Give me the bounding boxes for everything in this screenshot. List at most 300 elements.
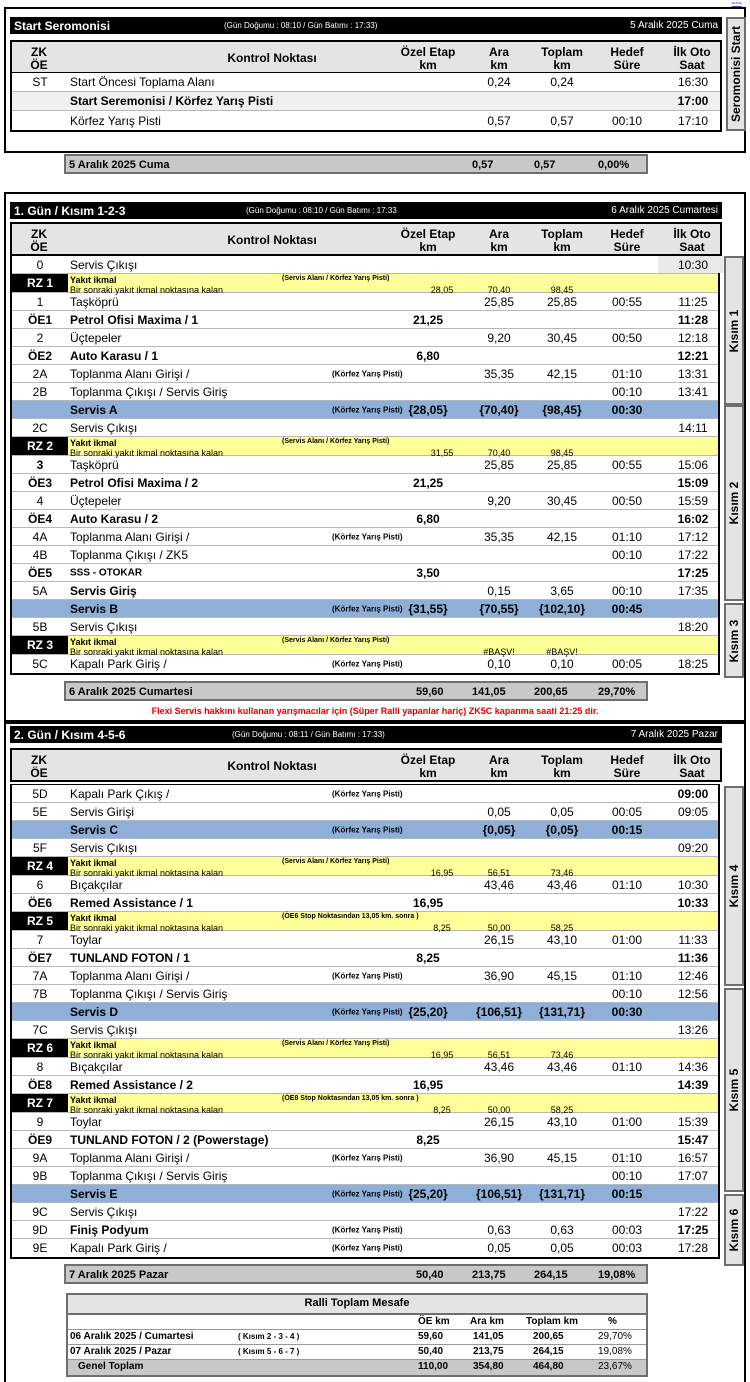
header-label: Hedef — [610, 227, 644, 241]
table-row — [12, 92, 720, 111]
target-time: 00:10 — [611, 384, 643, 399]
table-row — [12, 1113, 718, 1131]
liaison-km: 43,46 — [483, 877, 515, 892]
total-total-km: 0,57 — [534, 159, 556, 171]
first-car-time: 17:10 — [677, 113, 709, 128]
liaison-km: 0,05 — [487, 804, 511, 819]
control-name: Bıçakçılar — [70, 1059, 123, 1074]
side-label-text: Kısım 3 — [727, 619, 741, 662]
day1-date: 6 Aralık 2025 Cumartesi — [611, 205, 718, 216]
total-pct: 0,00% — [598, 159, 630, 171]
start-sun-times: (Gün Doğumu : 08:10 / Gün Batımı : 17:33) — [224, 21, 378, 30]
control-name: Servis D — [70, 1004, 119, 1019]
control-name: Servis A — [70, 402, 118, 417]
summary-grand-total: Genel Toplam 110,00 354,80 464,80 23,67% — [68, 1360, 646, 1375]
first-car-time: 14:11 — [678, 420, 708, 435]
header-kontrol — [132, 52, 412, 65]
liaison-km: 26,15 — [483, 932, 515, 947]
fuel-title: Yakıt ikmal — [70, 1040, 117, 1050]
stage-km: {28,05} — [408, 402, 448, 417]
section-side-label — [724, 1194, 744, 1266]
first-car-time: 17:35 — [677, 583, 709, 598]
header-label: km — [553, 766, 571, 780]
control-name: Petrol Ofisi Maxima / 1 — [70, 312, 199, 327]
section-side-label — [724, 405, 744, 601]
header-kontrol — [132, 234, 412, 247]
liaison-km: 9,20 — [487, 493, 511, 508]
control-no: ÖE6 — [27, 895, 52, 910]
table-row — [12, 1021, 718, 1039]
control-name: Start Seremonisi / Körfez Yarış Pisti — [70, 94, 274, 108]
total-km: 43,46 — [546, 1059, 578, 1074]
control-name: Toplanma Alanı Girişi / — [70, 366, 190, 381]
header-toplam1 — [526, 754, 598, 780]
header-label: ZK — [31, 45, 47, 59]
stage-km: 3,50 — [416, 565, 440, 580]
fuel-zone-label: RZ 4 — [12, 857, 68, 875]
summary-title: Ralli Toplam Mesafe — [68, 1295, 646, 1315]
location-note: (Körfez Yarış Pisti) — [332, 1243, 403, 1253]
liaison-km: 43,46 — [483, 1059, 515, 1074]
summary-table — [66, 1293, 648, 1377]
table-row — [12, 564, 718, 582]
day2-sun-times: (Gün Doğumu : 08:11 / Gün Batımı : 17:33) — [232, 730, 385, 739]
control-no: ÖE2 — [27, 348, 52, 363]
control-no: 4B — [32, 547, 48, 562]
header-label: km — [419, 766, 437, 780]
fuel-remaining-label: Bir sonraki yakıt ikmal noktasına kalan — [70, 285, 224, 295]
day1-rows — [10, 255, 720, 675]
control-name: Kapalı Park Giriş / — [70, 1241, 167, 1255]
table-row — [12, 1239, 718, 1257]
total-km: 30,45 — [546, 330, 578, 345]
control-name: Servis Çıkışı — [70, 619, 138, 634]
start-side-label: Seromonisi Start — [726, 17, 746, 131]
control-name: Servis Giriş — [70, 583, 137, 598]
table-row — [12, 618, 718, 636]
control-no: 6 — [36, 877, 44, 892]
control-no: 5D — [32, 786, 48, 801]
fuel-remaining-label: Bir sonraki yakıt ikmal noktasına kalan — [70, 647, 224, 657]
control-no: 7A — [32, 968, 48, 983]
control-name: Toplanma Çıkışı / Servis Giriş — [70, 1168, 228, 1183]
location-note: (Körfez Yarış Pisti) — [332, 1225, 403, 1234]
control-no: 2 — [36, 330, 44, 345]
header-ozel1 — [396, 228, 460, 254]
control-name: Taşköprü — [70, 457, 119, 472]
first-car-time: 17:22 — [677, 1204, 709, 1219]
header-ilk1 — [656, 754, 728, 780]
table-row — [12, 949, 718, 967]
first-car-time: 10:30 — [658, 256, 728, 273]
fuel-total-km: 73,46 — [550, 1050, 574, 1060]
table-row — [12, 383, 718, 401]
header-label: Özel Etap — [400, 45, 456, 59]
location-note: (Körfez Yarış Pisti) — [332, 604, 403, 613]
day2-title-bar — [10, 726, 722, 743]
target-time: 01:10 — [611, 529, 643, 544]
fuel-liaison-km: 50,00 — [487, 1105, 511, 1115]
summary-pct-header: % — [608, 1316, 617, 1327]
first-car-time: 11:28 — [677, 312, 709, 327]
fuel-zone-label: RZ 7 — [12, 1094, 68, 1112]
section-side-label — [724, 988, 744, 1192]
table-row — [12, 894, 718, 912]
first-car-time: 16:57 — [677, 1150, 709, 1165]
total-stage-km: 59,60 — [416, 686, 444, 698]
fuel-total-km: 98,45 — [550, 448, 574, 458]
total-km: {131,71} — [538, 1186, 586, 1201]
control-no: ÖE4 — [27, 511, 52, 526]
location-note: (Körfez Yarış Pisti) — [332, 1007, 403, 1016]
control-name: Servis Çıkışı — [70, 1204, 138, 1219]
total-km: 43,46 — [546, 877, 578, 892]
fuel-total-km: 73,46 — [550, 868, 574, 878]
first-car-time: 15:39 — [677, 1114, 709, 1129]
table-row — [12, 1203, 718, 1221]
stage-km: 6,80 — [416, 348, 440, 363]
location-note: (Körfez Yarış Pisti) — [332, 532, 403, 541]
target-time: 00:10 — [611, 583, 643, 598]
control-name: Kapalı Park Giriş / — [70, 657, 167, 671]
start-title: Start Seromonisi — [14, 19, 111, 33]
header-label: Toplam — [541, 227, 583, 241]
liaison-km: {106,51} — [475, 1186, 523, 1201]
control-no: 9C — [32, 1204, 48, 1219]
header-zk1 — [12, 228, 66, 254]
target-time: 01:00 — [611, 1114, 643, 1129]
first-car-time: 12:46 — [677, 968, 709, 983]
header-label: Kontrol Noktası — [227, 233, 317, 247]
fuel-zone-label: RZ 5 — [12, 912, 68, 930]
header-label: İlk Oto — [673, 45, 711, 59]
header-label: Süre — [613, 240, 641, 254]
first-car-time: 17:12 — [677, 529, 709, 544]
target-time: 00:10 — [611, 1168, 643, 1183]
day1-title: 1. Gün / Kısım 1-2-3 — [14, 204, 126, 218]
control-no: 5F — [32, 840, 47, 855]
header-label: Süre — [613, 58, 641, 72]
header-label: ZK — [31, 227, 47, 241]
fuel-zone-label: RZ 1 — [12, 274, 68, 292]
fuel-row — [12, 912, 718, 931]
control-name: Toplanma Çıkışı / Servis Giriş — [70, 384, 228, 399]
table-row — [12, 73, 720, 92]
header-label: km — [419, 240, 437, 254]
header-hedef1 — [592, 228, 662, 254]
side-label-text: Kısım 2 — [727, 481, 741, 525]
day2-date: 7 Aralık 2025 Pazar — [630, 729, 718, 740]
liaison-km: 35,35 — [483, 529, 515, 544]
table-row — [12, 655, 718, 673]
control-name: Toylar — [70, 1114, 103, 1129]
side-label-text: Kısım 4 — [727, 864, 741, 908]
header-label: Özel Etap — [400, 753, 456, 767]
liaison-km: 26,15 — [483, 1114, 515, 1129]
fuel-location: (Servis Alanı / Körfez Yarış Pisti) — [282, 637, 390, 644]
control-name: SSS - OTOKAR — [70, 567, 143, 578]
fuel-total-km: 58,25 — [550, 1105, 574, 1115]
target-time: 00:15 — [611, 822, 643, 837]
control-name: Üçtepeler — [70, 493, 122, 508]
target-time: 01:10 — [611, 968, 643, 983]
first-car-time: 09:05 — [677, 804, 709, 819]
service-row — [12, 1185, 718, 1203]
start-header — [10, 40, 722, 74]
total-liaison-km: 213,75 — [472, 1269, 506, 1281]
summary-row: 06 Aralık 2025 / Cumartesi ( Kısım 2 - 3 - 4 ) 59,60 141,05 200,65 29,70% — [68, 1330, 646, 1345]
summary-header-row — [68, 1315, 646, 1330]
header-label: Hedef — [610, 753, 644, 767]
control-name: Servis Çıkışı — [70, 420, 138, 435]
first-car-time: 13:26 — [677, 1022, 709, 1037]
table-row — [12, 365, 718, 383]
table-row — [12, 311, 718, 329]
target-time: 00:10 — [611, 113, 643, 128]
fuel-remaining-label: Bir sonraki yakıt ikmal noktasına kalan — [70, 448, 224, 458]
summary-row: 07 Aralık 2025 / Pazar ( Kısım 5 - 6 - 7 ) 50,40 213,75 264,15 19,08% — [68, 1345, 646, 1360]
control-no: 5A — [32, 583, 48, 598]
control-no: ÖE3 — [27, 475, 52, 490]
total-km: 42,15 — [546, 366, 578, 381]
header-kontrol — [132, 760, 412, 773]
first-car-time: 11:33 — [678, 932, 708, 947]
fuel-location: (Servis Alanı / Körfez Yarış Pisti) — [282, 1040, 390, 1047]
first-car-time: 13:31 — [677, 366, 709, 381]
start-title-bar — [10, 17, 722, 34]
control-no: 2C — [32, 420, 48, 435]
control-no: ÖE8 — [27, 1077, 52, 1092]
control-no: 9D — [32, 1222, 48, 1237]
target-time: 01:00 — [611, 932, 643, 947]
first-car-time: 12:56 — [677, 986, 709, 1001]
table-row — [12, 419, 718, 437]
control-no: 9E — [32, 1241, 48, 1255]
flexi-service-note: Flexi Servis hakkını kullanan yarışmacılar için (Süper Ralli yapanlar hariç) ZK5C kapanma saati 21:25 dir. — [151, 706, 599, 716]
first-car-time: 16:30 — [677, 75, 709, 89]
control-name: Toplanma Çıkışı / ZK5 — [70, 547, 189, 562]
location-note: (Körfez Yarış Pisti) — [332, 825, 403, 834]
fuel-stage-km: 28,05 — [430, 285, 454, 295]
target-time: 00:50 — [611, 493, 643, 508]
stage-km: 16,95 — [412, 895, 444, 910]
control-name: Auto Karasu / 1 — [70, 348, 159, 363]
control-name: Taşköprü — [70, 294, 119, 309]
header-label: km — [490, 766, 508, 780]
first-car-time: 09:20 — [677, 840, 709, 855]
total-km: 45,15 — [546, 968, 578, 983]
control-no: ÖE7 — [27, 950, 52, 965]
header-ilk1 — [656, 46, 728, 72]
total-km: {131,71} — [538, 1004, 586, 1019]
summary-ara-header: Ara km — [470, 1316, 504, 1327]
stage-km: 8,25 — [416, 1132, 440, 1147]
service-row — [12, 401, 718, 419]
control-name: TUNLAND FOTON / 2 (Powerstage) — [70, 1132, 269, 1147]
total-pct: 29,70% — [598, 686, 636, 698]
header-label: km — [490, 58, 508, 72]
header-hedef1 — [592, 754, 662, 780]
control-no: 2A — [32, 366, 48, 381]
control-name: Servis Çıkışı — [70, 840, 138, 855]
fuel-stage-km: 31,55 — [430, 448, 454, 458]
target-time: 00:30 — [611, 1004, 643, 1019]
control-name: Servis E — [70, 1186, 118, 1201]
section-side-label — [724, 603, 744, 678]
liaison-km: 35,35 — [483, 366, 515, 381]
fuel-remaining-label: Bir sonraki yakıt ikmal noktasına kalan — [70, 1050, 224, 1060]
control-no: 4A — [32, 529, 48, 544]
day1-header — [10, 222, 722, 256]
corner-link[interactable]: === — [731, 1, 742, 7]
header-label: Saat — [679, 240, 705, 254]
fuel-location: (Servis Alanı / Körfez Yarış Pisti) — [282, 858, 390, 865]
day2-total — [64, 1264, 648, 1284]
liaison-km: {70,40} — [479, 402, 519, 417]
header-label: ÖE — [30, 240, 48, 254]
control-name: Kapalı Park Çıkış / — [70, 786, 170, 801]
target-time: 00:03 — [611, 1222, 643, 1237]
fuel-stage-km: 16,95 — [430, 1050, 454, 1060]
header-label: Ara — [488, 45, 509, 59]
table-row — [12, 967, 718, 985]
target-time: 00:05 — [611, 804, 643, 819]
fuel-liaison-km: #BAŞV! — [483, 647, 515, 657]
day2-header — [10, 748, 722, 782]
target-time: 00:10 — [611, 986, 643, 1001]
control-no: ÖE1 — [27, 312, 52, 327]
table-row — [12, 256, 718, 274]
control-name: Remed Assistance / 2 — [70, 1077, 193, 1092]
header-ozel1 — [396, 46, 460, 72]
stage-km: {31,55} — [408, 601, 448, 616]
table-row — [12, 111, 720, 130]
target-time: 01:10 — [611, 1150, 643, 1165]
first-car-time: 11:25 — [678, 294, 708, 309]
total-label: 7 Aralık 2025 Pazar — [69, 1269, 169, 1281]
first-car-time: 17:07 — [677, 1168, 709, 1183]
control-no: 8 — [36, 1059, 44, 1074]
header-ara1 — [470, 228, 528, 254]
header-ara1 — [470, 754, 528, 780]
total-total-km: 200,65 — [534, 686, 568, 698]
header-label: Toplam — [541, 753, 583, 767]
total-km: 25,85 — [546, 294, 578, 309]
fuel-liaison-km: 56,51 — [487, 868, 511, 878]
fuel-stage-km: 8,25 — [433, 1105, 451, 1115]
fuel-stage-km: 16,95 — [430, 868, 454, 878]
day2-title: 2. Gün / Kısım 4-5-6 — [14, 728, 126, 742]
stage-km: {25,20} — [408, 1186, 448, 1201]
fuel-row — [12, 636, 718, 655]
header-label: Saat — [679, 58, 705, 72]
total-km: 0,10 — [550, 657, 574, 671]
fuel-row — [12, 1039, 718, 1058]
header-zk1 — [12, 754, 66, 780]
header-label: İlk Oto — [673, 753, 711, 767]
first-car-time: 10:30 — [677, 877, 709, 892]
summary-top-header: Toplam km — [526, 1316, 579, 1327]
control-name: Körfez Yarış Pisti — [70, 113, 161, 128]
total-km: 25,85 — [546, 457, 578, 472]
fuel-row — [12, 274, 718, 293]
total-km: 0,63 — [550, 1222, 574, 1237]
location-note: (Körfez Yarış Pisti) — [332, 369, 403, 378]
control-no: 5C — [32, 657, 48, 671]
fuel-zone-label: RZ 2 — [12, 437, 68, 455]
liaison-km: 25,85 — [483, 294, 515, 309]
fuel-total-km: #BAŞV! — [546, 647, 578, 657]
fuel-zone-label: RZ 6 — [12, 1039, 68, 1057]
first-car-time: 17:28 — [677, 1241, 709, 1255]
total-km: 0,57 — [550, 113, 574, 128]
liaison-km: 0,05 — [487, 1241, 511, 1255]
first-car-time: 18:25 — [677, 657, 709, 671]
control-name: Petrol Ofisi Maxima / 2 — [70, 475, 199, 490]
header-label: km — [419, 58, 437, 72]
first-car-time: 11:36 — [677, 950, 709, 965]
control-no: 9B — [32, 1168, 48, 1183]
control-no: 0 — [36, 257, 44, 272]
day1-total — [64, 681, 648, 701]
header-label: ZK — [31, 753, 47, 767]
table-row — [12, 456, 718, 474]
table-row — [12, 546, 718, 564]
location-note: (Körfez Yarış Pisti) — [332, 1189, 403, 1198]
service-row — [12, 821, 718, 839]
fuel-total-km: 58,25 — [550, 923, 574, 933]
control-no: ÖE9 — [27, 1132, 52, 1147]
stage-km: 16,95 — [412, 1077, 444, 1092]
control-no: 5B — [32, 619, 48, 634]
table-row — [12, 931, 718, 949]
location-note: (Körfez Yarış Pisti) — [332, 659, 403, 669]
first-car-time: 17:25 — [677, 565, 709, 580]
table-row — [12, 985, 718, 1003]
control-name: Bıçakçılar — [70, 877, 123, 892]
control-no: 4 — [36, 493, 44, 508]
header-ozel1 — [396, 754, 460, 780]
fuel-remaining-label: Bir sonraki yakıt ikmal noktasına kalan — [70, 1105, 224, 1115]
control-no: 7C — [32, 1022, 48, 1037]
total-km: 43,10 — [546, 1114, 578, 1129]
fuel-liaison-km: 70,40 — [487, 285, 511, 295]
stage-km: {25,20} — [408, 1004, 448, 1019]
total-total-km: 264,15 — [534, 1269, 568, 1281]
header-label: Saat — [679, 766, 705, 780]
total-km: 3,65 — [550, 583, 574, 598]
table-row — [12, 785, 718, 803]
control-name: Finiş Podyum — [70, 1222, 149, 1237]
header-label: Toplam — [541, 45, 583, 59]
stage-km: 6,80 — [416, 511, 440, 526]
table-row — [12, 582, 718, 600]
target-time: 00:50 — [611, 330, 643, 345]
target-time: 00:15 — [611, 1186, 643, 1201]
first-car-time: 15:06 — [677, 457, 709, 472]
side-label-text: Kısım 6 — [727, 1208, 741, 1252]
table-row — [12, 329, 718, 347]
liaison-km: 36,90 — [483, 968, 515, 983]
fuel-location: (ÖE8 Stop Noktasından 13,05 km. sonra ) — [282, 1095, 419, 1102]
control-name: Servis C — [70, 822, 119, 837]
stage-km: 21,25 — [412, 312, 444, 327]
header-label: ÖE — [30, 766, 48, 780]
target-time: 00:30 — [611, 402, 643, 417]
start-date: 5 Aralık 2025 Cuma — [630, 20, 718, 31]
liaison-km: 9,20 — [487, 330, 511, 345]
header-label: Hedef — [610, 45, 644, 59]
